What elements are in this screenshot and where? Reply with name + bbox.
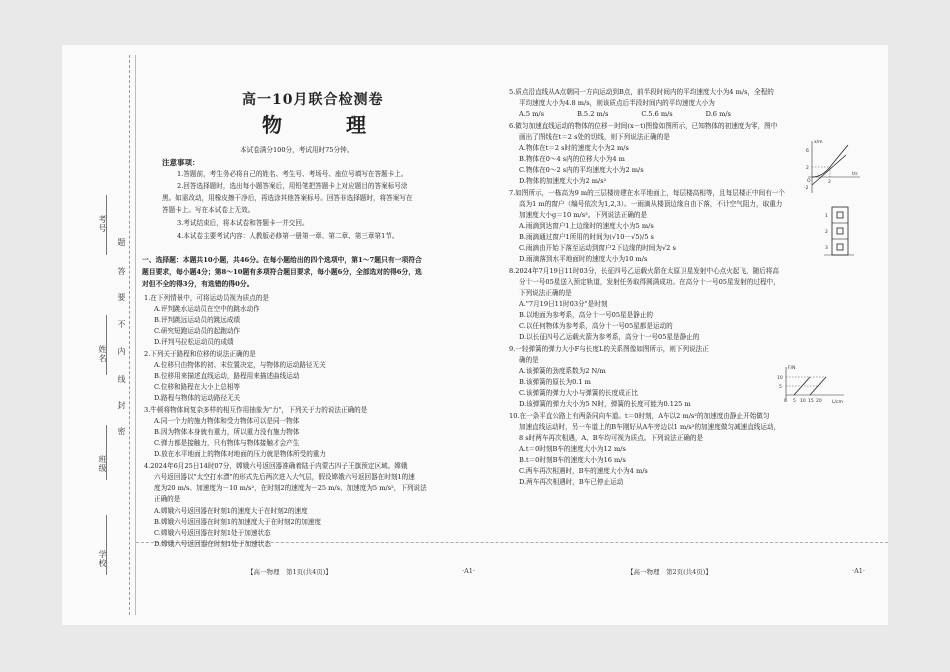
seal-char-4: 不	[117, 320, 126, 329]
fig6-origin: O	[807, 179, 811, 184]
right-q-line: A.5 m/s B.5.2 m/s C.5.6 m/s D.6 m/s	[519, 110, 731, 118]
left-q-line: B.位移用来描述直线运动，路程用来描述曲线运动	[154, 372, 300, 380]
fig9-xtick-15: 15	[808, 399, 814, 404]
seal-char-7: 封	[117, 401, 126, 410]
left-q-line: A.同一个力的施力物体和受力物体可以是同一物体	[154, 417, 300, 425]
fig9-y-label: F/N	[788, 366, 796, 371]
right-q-line: 9.一轻弹簧的弹力大小F与长度L的关系图像如图所示，则下列说法正	[509, 345, 709, 353]
left-q-line: A.位移只由物体的初、末位置决定，与物体的运动路径无关	[154, 361, 326, 369]
label-kaohao: 考号	[98, 215, 107, 233]
right-q-line: B.物体在0～4 s内的位移大小为4 m	[519, 155, 625, 163]
left-q-line: 正确的是	[154, 495, 181, 503]
section1-line-2: 题目要求，每小题4分；第8～10题有多项符合题目要求，每小题6分，全部选对的得6分，选	[142, 268, 422, 276]
footer-right: 【高一物理 第2页(共4页)】	[627, 568, 712, 576]
right-q-line: C.物体在0～2 s内的平均速度大小为2 m/s	[519, 166, 644, 174]
left-q-line: C.嫦娥六号返回器在时刻1处于加速状态	[154, 529, 271, 537]
notice-line-3: 黑。如需改动，用橡皮擦干净后，再选涂其他答案标号。回答非选择题时，将答案写在	[162, 194, 413, 202]
right-q-line: A.物体在t＝2 s时的速度大小为2 m/s	[519, 144, 629, 152]
right-q-line: 加速直线运动时，另一车道上的B车刚好从A车旁边以1 m/s²的加速度做匀减速直线运动，	[519, 423, 781, 431]
right-q-line: 7.如图所示，一栋高为9 m的三层楼房建在水平地面上，每层楼高相等，且每层楼正中间有一个	[509, 189, 785, 197]
xuexiao-line	[106, 515, 107, 575]
right-q-line: B.雨滴通过窗户1所用的时间为(√10－√5)/5 s	[519, 233, 654, 241]
exam-subject: 物 理	[262, 113, 388, 137]
right-q-line: C.该弹簧的弹力大小与弹簧的长度成正比	[519, 389, 638, 397]
right-q-line: D.以长征四号乙运载火箭为参考系，高分十一号05星是静止的	[519, 333, 700, 341]
right-q-line: 6.做匀加速直线运动的物体的位移－时间(x－t)图像如图所示，已知物体的初速度为零，图中	[509, 122, 778, 130]
fig7-window-label-3: 3	[825, 246, 828, 251]
left-q-line: C.研究短跑运动员的起跑动作	[154, 327, 241, 335]
notice-heading: 注意事项：	[162, 158, 200, 167]
right-q-line: A."7月19日11时03分"是时刻	[519, 300, 608, 308]
section1-line-3: 对但不全的得3分，有选错的得0分。	[142, 280, 254, 288]
left-q-line: B.嫦娥六号返回器在时刻1的加速度大于在时刻2的加速度	[154, 518, 321, 526]
left-q-line: A.嫦娥六号返回器在时刻1的速度大于在时刻2的速度	[154, 507, 308, 515]
fig7-window-label-1: 1	[825, 214, 828, 219]
left-q-line: 4.2024年6月25日14时07分，嫦娥六号返回器准确着陆于内蒙古四子王旗预定区域。嫦娥	[144, 462, 408, 470]
fig6-tick-t2: 2	[828, 180, 831, 185]
left-q-line: D.嫦娥六号返回器在时刻1处于加速状态	[154, 540, 271, 548]
right-q-line: A.t＝0时刻B车的速度大小为12 m/s	[519, 445, 626, 453]
left-q-line: 1.在下列情景中，可将运动员视为质点的是	[144, 294, 269, 302]
right-q-line: C.雨滴由开始下落至运动到窗户2下边缘的时间为√2 s	[519, 244, 676, 252]
right-q-line: B.t＝0时刻B车的速度大小为16 m/s	[519, 456, 626, 464]
right-q-line: 分十一号05星送入预定轨道，发射任务取得圆满成功。在高分十一号05星发射的过程中，	[519, 278, 780, 286]
fig9-ytick-5: 5	[779, 385, 782, 390]
fig6-xt-graph	[804, 137, 864, 197]
notice-line-2: 2.回答选择题时，选出每小题答案后，用铅笔把答题卡上对应题目的答案标号涂	[177, 182, 408, 190]
fig7-window-2	[837, 228, 843, 234]
exam-title: 高一10月联合检测卷	[242, 92, 384, 108]
exam-sheet	[62, 45, 888, 625]
fig9-line-right	[810, 377, 826, 395]
fig7-building	[824, 205, 854, 257]
seal-char-3: 要	[117, 293, 126, 302]
right-q-line: 8.2024年7月19日11时03分，长征四号乙运载火箭在太原卫星发射中心点火起飞，随后将高	[509, 267, 780, 275]
left-q-line: D.评判马拉松运动员的成绩	[154, 338, 234, 346]
fig7-building-outline	[832, 207, 848, 255]
left-q-line: 3.牛顿将物体间复杂多样的相互作用抽象为"力"，下列关于力的说法正确的是	[144, 406, 368, 414]
right-q-line: D.两车再次相遇时，B车已停止运动	[519, 478, 624, 486]
left-q-line: C.弹力都是接触力，只有物体与物体接触才会产生	[154, 439, 300, 447]
right-q-line: 8 s时两车再次相遇，A、B车均可视为质点。下列说法正确的是	[519, 434, 704, 442]
banji-line	[106, 425, 107, 480]
notice-line-1: 1.答题前，考生务必将自己的姓名、考生号、考场号、座位号填写在答题卡上。	[177, 170, 408, 178]
left-q-line: C.位移和路程在大小上总相等	[154, 383, 241, 391]
right-q-line: D.雨滴落到水平地面时的速度大小为10 m/s	[519, 255, 648, 263]
right-q-line: B.以地面为参考系，高分十一号05星是静止的	[519, 311, 654, 319]
fig7-window-3	[837, 244, 843, 250]
fig6-curve	[812, 145, 848, 177]
fig6-tick-2: 2	[806, 166, 809, 171]
left-q-line: 2.下列关于路程和位移的说法正确的是	[144, 350, 256, 358]
right-q-line: 确的是	[519, 356, 539, 364]
right-q-line: D.该弹簧的弹力大小为5 N时，弹簧的长度可能为0.125 m	[519, 400, 691, 408]
left-q-line: 度为20 m/s、加速度为－10 m/s²，在时刻2的速度为－25 m/s、加速度为5 m/s²，下列说法	[154, 484, 427, 492]
right-q-line: 下列说法正确的是	[519, 289, 572, 297]
right-q-line: A.雨滴到达窗户1上边缘时的速度大小为5 m/s	[519, 222, 654, 230]
binding-dashed-line	[129, 55, 130, 615]
fig6-y-label: x/m	[814, 140, 823, 145]
right-q-line: 平均速度大小为4.8 m/s，则该质点后半段时间内的平均速度大小为	[519, 99, 715, 107]
right-q-line: C.两车再次相遇时，B车的速度大小为4 m/s	[519, 467, 648, 475]
fig9-xtick-10: 10	[800, 399, 806, 404]
right-q-line: C.以任何物体为参考系，高分十一号05星都是运动的	[519, 322, 673, 330]
fig6-tick-6: 6	[806, 149, 809, 154]
fig9-xtick-0: 0	[784, 399, 787, 404]
right-q-line: B.该弹簧的原长为0.1 m	[519, 378, 591, 386]
left-q-line: B.评判跳远运动员的跳远成绩	[154, 316, 241, 324]
seal-char-5: 内	[117, 347, 126, 356]
label-xingming: 姓名	[98, 345, 107, 363]
seal-char-1: 题	[117, 238, 126, 247]
left-q-line: D.路程与物体的运动路径无关	[154, 394, 241, 402]
footer-left: 【高一物理 第1页(共4页)】	[247, 568, 332, 576]
fig6-x-label: t/s	[852, 172, 858, 177]
fig9-ytick-10: 10	[777, 376, 783, 381]
fig9-xtick-5: 5	[793, 399, 796, 404]
section1-line-1: 一、选择题：本题共10小题，共46分。在每小题给出的四个选项中，第1～7题只有一项符合	[142, 256, 422, 264]
right-q-line: 5.质点沿直线从A点朝同一方向运动到B点，前半段时间内的平均速度大小为4 m/s，全程的	[509, 88, 774, 96]
right-q-line: A.该弹簧的劲度系数为2 N/m	[519, 367, 606, 375]
fig9-x-label: L/cm	[832, 400, 843, 405]
right-q-line: 画出了图线在t＝2 s处的切线，则下列说法正确的是	[519, 133, 670, 141]
fig9-fl-graph	[776, 363, 848, 405]
right-q-line: 10.在一条平直公路上有两条同向车道。t＝0时刻，A车以2 m/s²的加速度由静止开始做匀	[509, 412, 770, 420]
seal-char-2: 答	[117, 267, 126, 276]
notice-line-6: 4.本试卷主要考试内容：人教版必修第一册第一章、第二章、第三章第1节。	[177, 232, 399, 240]
seal-char-6: 线	[117, 375, 126, 384]
fig7-window-1	[837, 212, 843, 218]
notice-line-5: 3.考试结束后，将本试卷和答题卡一并交回。	[177, 219, 309, 227]
fig6-tick-neg2: -2	[804, 186, 809, 191]
fig9-xtick-20: 20	[816, 399, 822, 404]
exam-info: 本试卷满分100分，考试用时75分钟。	[240, 146, 354, 154]
right-q-line: D.物体的加速度大小为2 m/s²	[519, 177, 607, 185]
right-q-line: 加速度大小g＝10 m/s²。下列说法正确的是	[519, 211, 648, 219]
left-q-line: B.因为物体本身就有重力，所以重力没有施力物体	[154, 428, 300, 436]
notice-line-4: 答题卡上。写在本试卷上无效。	[162, 206, 255, 214]
left-q-line: 六号返回器以"太空打水漂"的形式先后两次进入大气层，假设嫦娥六号返回器在时刻1的速	[154, 473, 415, 481]
label-xuexiao: 学校	[98, 550, 107, 568]
seal-char-8: 密	[117, 427, 126, 436]
left-q-line: D.放在水平地面上的物体对地面的压力就是物体所受的重力	[154, 450, 326, 458]
label-banji: 班级	[98, 455, 107, 473]
fig7-window-label-2: 2	[825, 230, 828, 235]
kaohao-line	[106, 195, 107, 255]
footer-right-code: ·A1·	[852, 567, 865, 575]
left-q-line: A.评判跳水运动员在空中的跳水动作	[154, 305, 260, 313]
binding-solid-line	[135, 55, 136, 615]
footer-left-code: ·A1·	[462, 567, 475, 575]
xingming-line	[106, 315, 107, 375]
right-q-line: 高为1 m的窗户（编号依次为1,2,3）。一雨滴从楼顶边缘自由下落，不计空气阻力，取重力	[519, 200, 783, 208]
